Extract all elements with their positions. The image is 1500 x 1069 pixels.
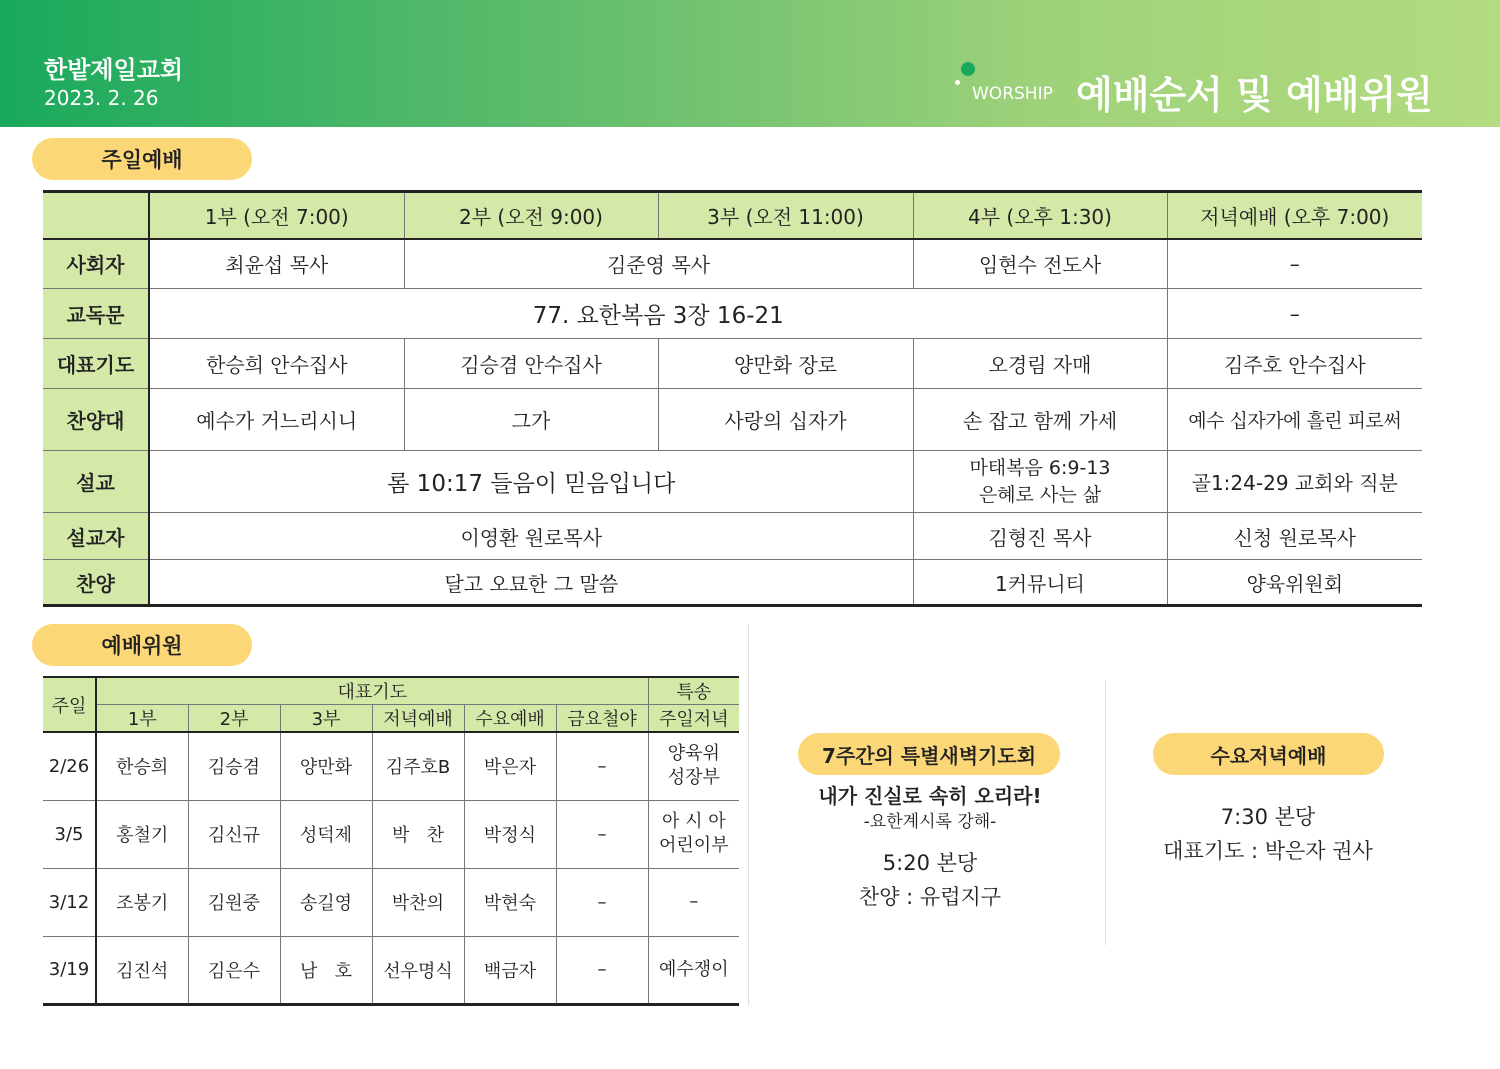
- committee-header-row: [43, 677, 739, 705]
- column-header: 4부 (오후 1:30): [913, 192, 1167, 239]
- sermon-title: 은혜로 사는 삶: [978, 483, 1102, 506]
- table-cell: 송길영: [280, 868, 372, 936]
- row-header: 설교: [43, 451, 149, 513]
- header-banner: [0, 0, 1500, 127]
- church-name: 한밭제일교회: [44, 56, 184, 84]
- row-header: 찬양대: [43, 389, 149, 451]
- table-cell: 박 찬: [372, 800, 464, 868]
- table-cell: 백금자: [464, 936, 556, 1004]
- wednesday-time: 7:30 본당: [1220, 805, 1316, 829]
- table-cell: [648, 732, 739, 800]
- table-cell: [913, 451, 1167, 513]
- table-cell: 선우명식: [372, 936, 464, 1004]
- table-cell: 예수가 거느리시니: [149, 389, 404, 451]
- row-header: 교독문: [43, 289, 149, 339]
- column-header: 2부 (오전 9:00): [404, 192, 658, 239]
- table-cell: –: [556, 800, 648, 868]
- table-row: [43, 936, 739, 1004]
- table-row: [43, 732, 739, 800]
- sunday-worship-table: [43, 190, 1422, 607]
- sunday-section-label: 주일예배: [32, 138, 252, 180]
- table-cell: 김형진 목사: [913, 513, 1167, 560]
- table-row: [43, 560, 1422, 606]
- worship-label: WORSHIP: [972, 84, 1053, 104]
- committee-section-label: 예배위원: [32, 624, 252, 666]
- dawn-prayer-label: 7주간의 특별새벽기도회: [798, 733, 1060, 775]
- dawn-prayer-subtitle: -요한계시록 강해-: [863, 812, 997, 832]
- table-cell: –: [1167, 239, 1422, 289]
- committee-subheader-row: [43, 705, 739, 733]
- table-cell: 77. 요한복음 3장 16-21: [149, 289, 1167, 339]
- special-group-header: 특송: [648, 677, 739, 705]
- table-cell: 골1:24-29 교회와 직분: [1167, 451, 1422, 513]
- table-cell: –: [556, 732, 648, 800]
- table-cell: 달고 오묘한 그 말씀: [149, 560, 913, 606]
- table-cell: 1커뮤니티: [913, 560, 1167, 606]
- table-cell: 그가: [404, 389, 658, 451]
- table-cell: 박찬의: [372, 868, 464, 936]
- table-cell: [648, 868, 739, 936]
- table-cell: 이영환 원로목사: [149, 513, 913, 560]
- sunday-column-header: 주일: [43, 677, 96, 732]
- table-cell: 김승겸: [188, 732, 280, 800]
- table-cell: 양육위원회: [1246, 571, 1344, 596]
- table-row: [43, 339, 1422, 389]
- table-cell: 최윤섭 목사: [149, 239, 404, 289]
- table-row: [43, 289, 1422, 339]
- green-dot-icon: [961, 62, 975, 76]
- page-title: 예배순서 및 예배위원: [1076, 73, 1433, 117]
- special-line: 예수쟁이: [659, 958, 729, 980]
- column-header: 2부: [188, 705, 280, 733]
- table-cell: 김원중: [188, 868, 280, 936]
- table-cell: 박정식: [464, 800, 556, 868]
- table-cell: 사랑의 십자가: [658, 389, 913, 451]
- row-header: 사회자: [43, 239, 149, 289]
- table-cell: 김진석: [96, 936, 188, 1004]
- prayer-group-header: 대표기도: [96, 677, 648, 705]
- table-row: [43, 451, 1422, 513]
- row-date: 3/5: [43, 800, 96, 868]
- special-line: 어린이부: [659, 835, 729, 856]
- row-header: 설교자: [43, 513, 149, 560]
- table-cell: [648, 800, 739, 868]
- column-header: 수요예배: [464, 705, 556, 733]
- committee-table: [43, 676, 739, 1006]
- column-header: 1부 (오전 7:00): [149, 192, 404, 239]
- table-cell: 손 잡고 함께 가세: [913, 389, 1167, 451]
- table-cell: 김승겸 안수집사: [404, 339, 658, 389]
- table-cell: 임현수 전도사: [913, 239, 1167, 289]
- column-header: 저녁예배: [372, 705, 464, 733]
- table-cell: 홍철기: [96, 800, 188, 868]
- table-row: [43, 513, 1422, 560]
- table-cell: 오경림 자매: [913, 339, 1167, 389]
- table-header-row: [43, 192, 1422, 239]
- table-cell: 신청 원로목사: [1167, 513, 1422, 560]
- table-cell: 김주호B: [372, 732, 464, 800]
- wednesday-prayer: 대표기도 : 박은자 권사: [1163, 839, 1373, 863]
- table-cell: 김신규: [188, 800, 280, 868]
- table-cell: 박은자: [464, 732, 556, 800]
- corner-cell: [43, 192, 149, 239]
- dawn-prayer-title: 내가 진실로 속히 오리라!: [818, 784, 1042, 808]
- table-cell: 예수 십자가에 흘린 피로써: [1167, 389, 1422, 451]
- table-cell: 한승희 안수집사: [149, 339, 404, 389]
- column-header: 저녁예배 (오후 7:00): [1167, 192, 1422, 239]
- table-cell: 김은수: [188, 936, 280, 1004]
- special-line: –: [689, 891, 699, 912]
- table-cell: 조봉기: [96, 868, 188, 936]
- column-header: 1부: [96, 705, 188, 733]
- table-cell: 양만화 장로: [658, 339, 913, 389]
- table-cell: [648, 936, 739, 1004]
- column-header: 3부: [280, 705, 372, 733]
- table-row: [43, 239, 1422, 289]
- table-cell: –: [1167, 289, 1422, 339]
- table-cell: 성덕제: [280, 800, 372, 868]
- row-header: 대표기도: [43, 339, 149, 389]
- dawn-prayer-time: 5:20 본당: [882, 851, 978, 875]
- table-row: [43, 389, 1422, 451]
- table-cell: 남 호: [280, 936, 372, 1004]
- wednesday-service-info: [1120, 800, 1416, 868]
- column-header: 금요철야: [556, 705, 648, 733]
- special-line: 성장부: [667, 767, 720, 789]
- table-cell: –: [556, 936, 648, 1004]
- divider: [748, 625, 749, 1005]
- table-cell: 양만화: [280, 732, 372, 800]
- table-row: [43, 868, 739, 936]
- table-cell: 김준영 목사: [404, 239, 913, 289]
- table-cell: –: [556, 868, 648, 936]
- row-date: 2/26: [43, 732, 96, 800]
- sermon-passage: 마태복음 6:9-13: [969, 456, 1111, 479]
- table-cell: 롬 10:17 들음이 믿음입니다: [149, 451, 913, 513]
- table-cell: 김주호 안수집사: [1167, 339, 1422, 389]
- special-line: 양육위: [667, 743, 720, 765]
- column-header: 3부 (오전 11:00): [658, 192, 913, 239]
- white-dot-icon: [955, 80, 960, 85]
- table-cell: 박현숙: [464, 868, 556, 936]
- special-line: 아 시 아: [662, 811, 726, 832]
- table-cell: 한승희: [96, 732, 188, 800]
- divider: [1105, 680, 1106, 945]
- table-row: [43, 800, 739, 868]
- column-header: 주일저녁: [648, 705, 739, 733]
- row-header: 찬양: [43, 560, 149, 606]
- wednesday-service-label: 수요저녁예배: [1153, 733, 1384, 775]
- bulletin-date: 2023. 2. 26: [44, 86, 159, 110]
- row-date: 3/19: [43, 936, 96, 1004]
- dawn-prayer-info: [780, 782, 1080, 914]
- row-date: 3/12: [43, 868, 96, 936]
- dawn-prayer-praise: 찬양 : 유럽지구: [858, 885, 1002, 909]
